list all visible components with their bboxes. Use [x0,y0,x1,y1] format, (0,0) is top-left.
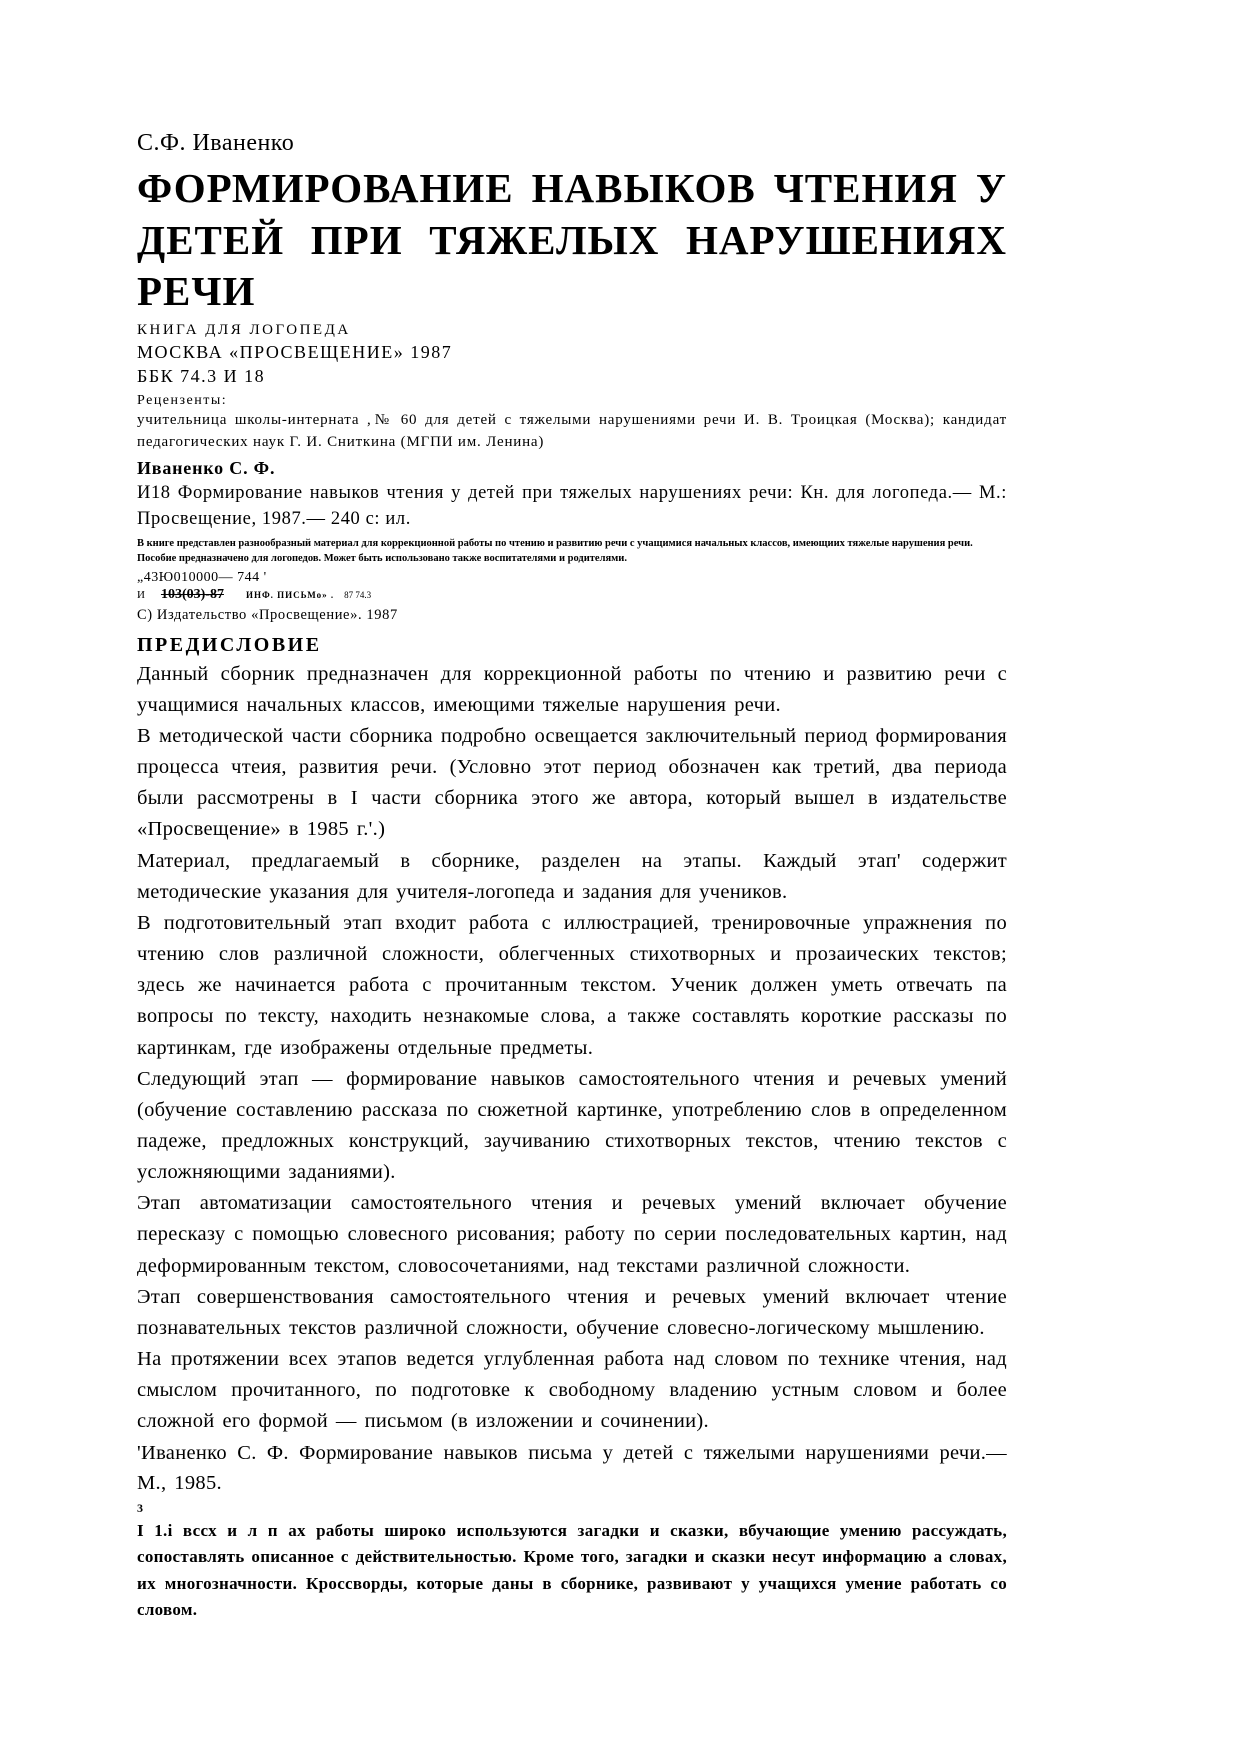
preface-paragraph: На протяжении всех этапов ведется углубленная работа над словом по технике чтения, над смыслом прочитанного, по подготовке к свободному владению устным словом и более сложной его формой — письмом (в изложении и сочинении). [137,1348,1007,1433]
bbk-code: ББК 74.3 И 18 [137,365,266,386]
book-title: ФОРМИРОВАНИЕ НАВЫКОВ ЧТЕНИЯ У ДЕТЕЙ ПРИ ТЯЖЕЛЫХ НАРУШЕНИЯХ РЕЧИ [137,165,1007,315]
preface-paragraph: Данный сборник предназначен для коррекционной работы по чтению и развитию речи с учащимися начальных классов, имеющими тяжелые нарушения речи. [137,662,1007,716]
closing-paragraph: І 1.і вссх и л п ах работы широко используются загадки и сказки, вбучающие умению рассуждать, сопоставлять описанное с действительностью. Кроме того, загадки и сказки несут информацию а словах, их многозначности. Кроссворды, которые даны в сборнике, развивают у учащихся умение работать со словом. [137,1521,1007,1620]
publication-code-top: „43Ю010000— 744 ' [137,569,267,585]
reviewers-text: учительница школы-интерната ,№ 60 для детей с тяжелыми нарушениями речи И. В. Троицкая (Москва); кандидат педагогических наук Г. И. Сниткина (МГПИ им. Ленина) [137,411,1007,450]
publication-code-prefix: И [137,588,145,601]
preface-paragraph: В подготовительный этап входит работа с иллюстрацией, тренировочные упражнения по чтению слов различной сложности, облегченных стихотворных и прозаических текстов; здесь же начинается работа с прочитанным текстом. Ученик должен уметь отвечать па вопросы по тексту, находить незнакомые слова, а также составлять короткие рассказы по картинкам, где изображены отдельные предметы. [137,911,1007,1059]
preface-paragraph: Следующий этап — формирование навыков самостоятельного чтения и речевых умений (обучение составлению рассказа по сюжетной картинке, употреблению слов в определенном падеже, предложных конструкций, заучиванию стихотворных текстов, чтению текстов с усложняющими заданиями). [137,1067,1007,1184]
publication-code-row [137,587,1007,603]
series-line: КНИГА ДЛЯ ЛОГОПЕДА [137,321,351,338]
publication-code-struck: 103(03)-87 [160,586,224,602]
page-number: 3 [137,1501,143,1516]
publication-code-block [137,570,1007,603]
preface-paragraph: Материал, предлагаемый в сборнике, разделен на этапы. Каждый этап' содержит методические указания для учителя-логопеда и задания для учеников. [137,849,1007,903]
imprint-line: МОСКВА «ПРОСВЕЩЕНИЕ» 1987 [137,341,453,362]
annotation-line-1: В книге представлен разнообразный материал для коррекционной работы по чтению и развитию речи с учащимися начальных классов, имеющиих тяжелые нарушения речи. [137,538,973,550]
preface-paragraph: Этап автоматизации самостоятельного чтения и речевых умений включает обучение пересказу с помощью словесного рисования; работу по серии последовательных картин, над деформированным текстом, словосочетаниями, над текстами различной сложности. [137,1192,1007,1277]
catalog-author: Иваненко С. Ф. [137,458,276,479]
annotation-line-2: Пособие предназначено для логопедов. Может быть использовано также воспитателями и родителями. [137,552,627,564]
publication-code-note: ИНФ. ПИСЬМо» . [245,589,335,600]
annotation-block [137,537,1007,566]
author-line: С.Ф. Иваненко [137,130,295,156]
reviewers-label: Рецензенты: [137,392,228,408]
preface-body [137,659,1007,1438]
catalog-entry: И18 Формирование навыков чтения у детей при тяжелых нарушениях речи: Кн. для логопеда.— М.: Просвещение, 1987.— 240 с: ил. [137,483,1007,530]
preface-paragraph: В методической части сборника подробно освещается заключительный период формирования процесса чтеия, развития речи. (Условно этот период обозначен как третий, два периода были рассмотрены в I части сборника этого же автора, который вышел в издательстве «Просвещение» в 1985 г.'.) [137,724,1007,841]
preface-paragraph: Этап совершенствования самостоятельного чтения и речевых умений включает чтение познавательных текстов различной сложности, обучение словесно-логическому мышлению. [137,1285,1007,1339]
publication-code-tail: 87 74.3 [344,589,372,600]
preface-heading: ПРЕДИСЛОВИЕ [137,633,322,656]
copyright-line: С) Издательство «Просвещение». 1987 [137,606,398,623]
footnote: 'Иваненко С. Ф. Формирование навыков письма у детей с тяжелыми нарушениями речи.— М., 1985. [137,1441,1007,1495]
